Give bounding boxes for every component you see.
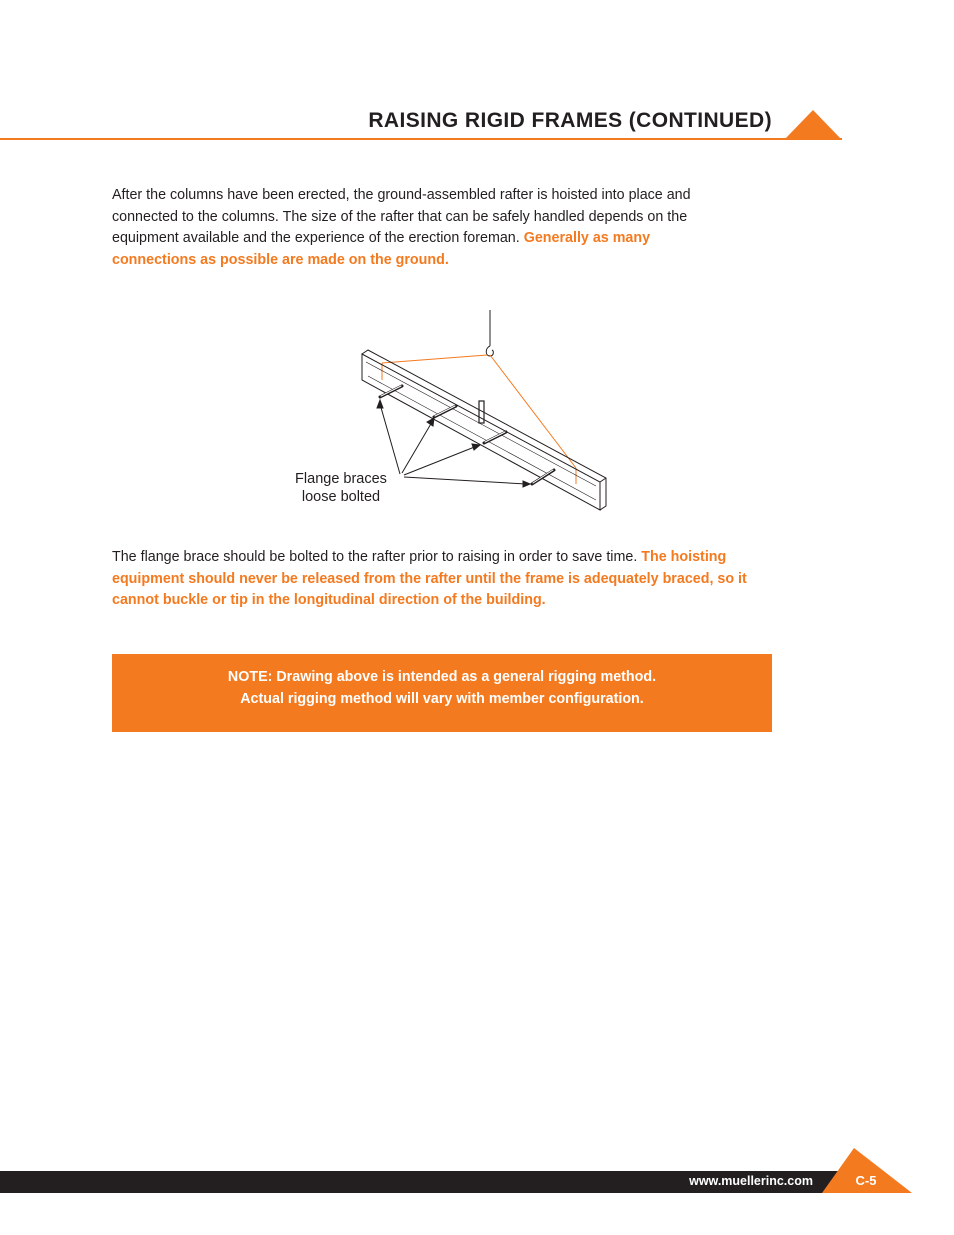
- header-triangle-icon: [784, 110, 842, 140]
- note-box: [112, 654, 772, 732]
- footer-url: www.muellerinc.com: [689, 1174, 813, 1188]
- page-number: C-5: [855, 1173, 877, 1188]
- figure-label-line1: Flange braces: [295, 471, 387, 487]
- note-line1: NOTE: Drawing above is intended as a general rigging method.: [227, 669, 657, 685]
- brace-highlight: The hoisting equipment should never be released from the rafter until the frame is adequately braced, so it cannot buckle or tip in the longitudinal direction of the building.: [112, 549, 747, 608]
- note-line2: Actual rigging method will vary with member configuration.: [240, 691, 644, 707]
- intro-highlight: Generally as many connections as possible are made on the ground.: [112, 230, 651, 268]
- intro-paragraph: [112, 185, 732, 271]
- hook-icon: [486, 346, 493, 356]
- brace-paragraph: [112, 547, 780, 612]
- page-title: RAISING RIGID FRAMES (CONTINUED): [368, 109, 772, 132]
- figure-label-line2: loose bolted: [301, 489, 381, 505]
- header-rule: [0, 138, 842, 140]
- brace-text: The flange brace should be bolted to the rafter prior to raising in order to save time.: [112, 549, 642, 565]
- figure-label: [282, 470, 400, 506]
- intro-text: After the columns have been erected, the ground-assembled rafter is hoisted into place and connected to the columns. The size of the rafter that can be safely handled depends on the equipment available and the experience of the erection foreman.: [112, 187, 691, 246]
